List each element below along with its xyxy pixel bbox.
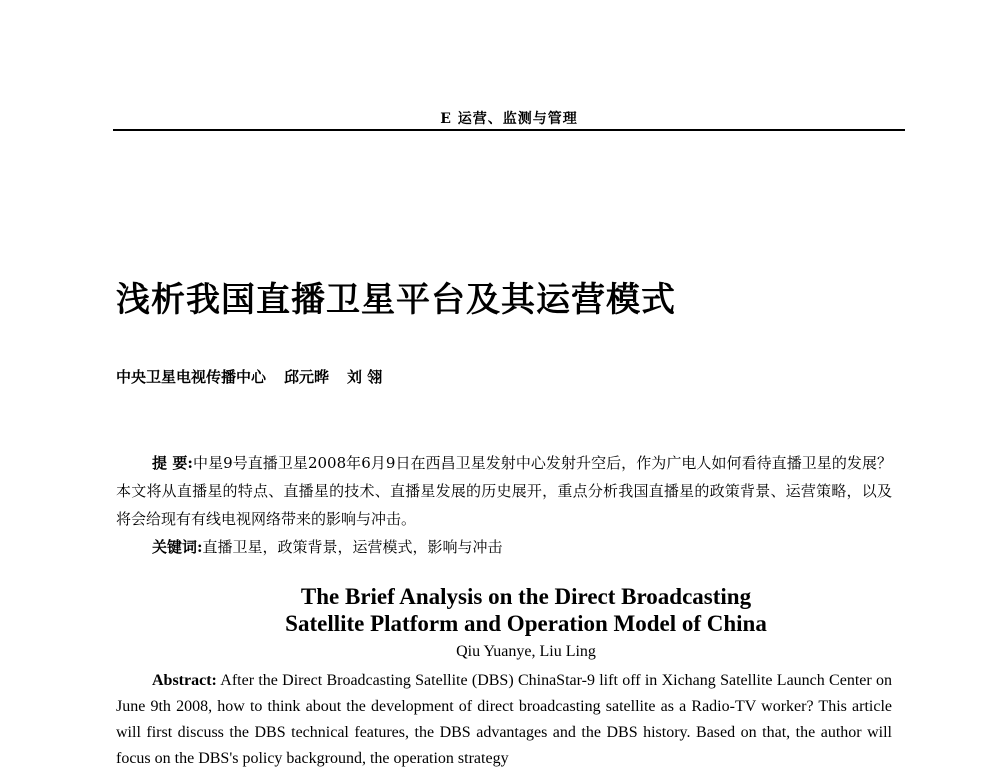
english-title xyxy=(113,583,939,637)
abstract-english-label: Abstract: xyxy=(152,672,217,689)
author-name: 邱元晔 xyxy=(284,368,330,386)
abstract-text: 中星9号直播卫星2008年6月9日在西昌卫星发射中心发射升空后，作为广电人如何看待直播卫星的发展？本文将从直播星的特点、直播星的技术、直播星发展的历史展开，重点分析我国直播星的政策背景、运营策略，以及将会给现有有线电视网络带来的影响与冲击。 xyxy=(116,454,893,528)
english-title-line: Satellite Platform and Operation Model of China xyxy=(285,611,767,636)
keywords-label: 关键词: xyxy=(152,538,203,556)
abstract-english-text: After the Direct Broadcasting Satellite (DBS) ChinaStar-9 lift off in Xichang Satellite Launch Center on June 9th 2008, how to think about the development of direct broadcasting satellite as a Radio-TV worker? This article will first discuss the DBS technical features, the DBS advantages and the DBS history. Based on that, the author will focus on the DBS's policy background, the operation strategy xyxy=(116,672,892,767)
keywords-text: 直播卫星，政策背景，运营模式，影响与冲击 xyxy=(202,538,503,556)
running-header: E 运营、监测与管理 xyxy=(440,111,578,127)
keywords-chinese xyxy=(152,535,503,559)
header-rule xyxy=(113,129,905,131)
english-title-line: The Brief Analysis on the Direct Broadcasting xyxy=(300,584,752,609)
abstract-label: 提 要: xyxy=(152,454,193,472)
author-line xyxy=(116,366,400,387)
affiliation: 中央卫星电视传播中心 xyxy=(116,368,267,386)
abstract-english xyxy=(116,668,892,772)
page-title: 浅析我国直播卫星平台及其运营模式 xyxy=(116,280,676,320)
english-authors: Qiu Yuanye, Liu Ling xyxy=(456,643,596,660)
abstract-chinese xyxy=(116,449,892,533)
author-name: 刘 翎 xyxy=(347,368,383,386)
